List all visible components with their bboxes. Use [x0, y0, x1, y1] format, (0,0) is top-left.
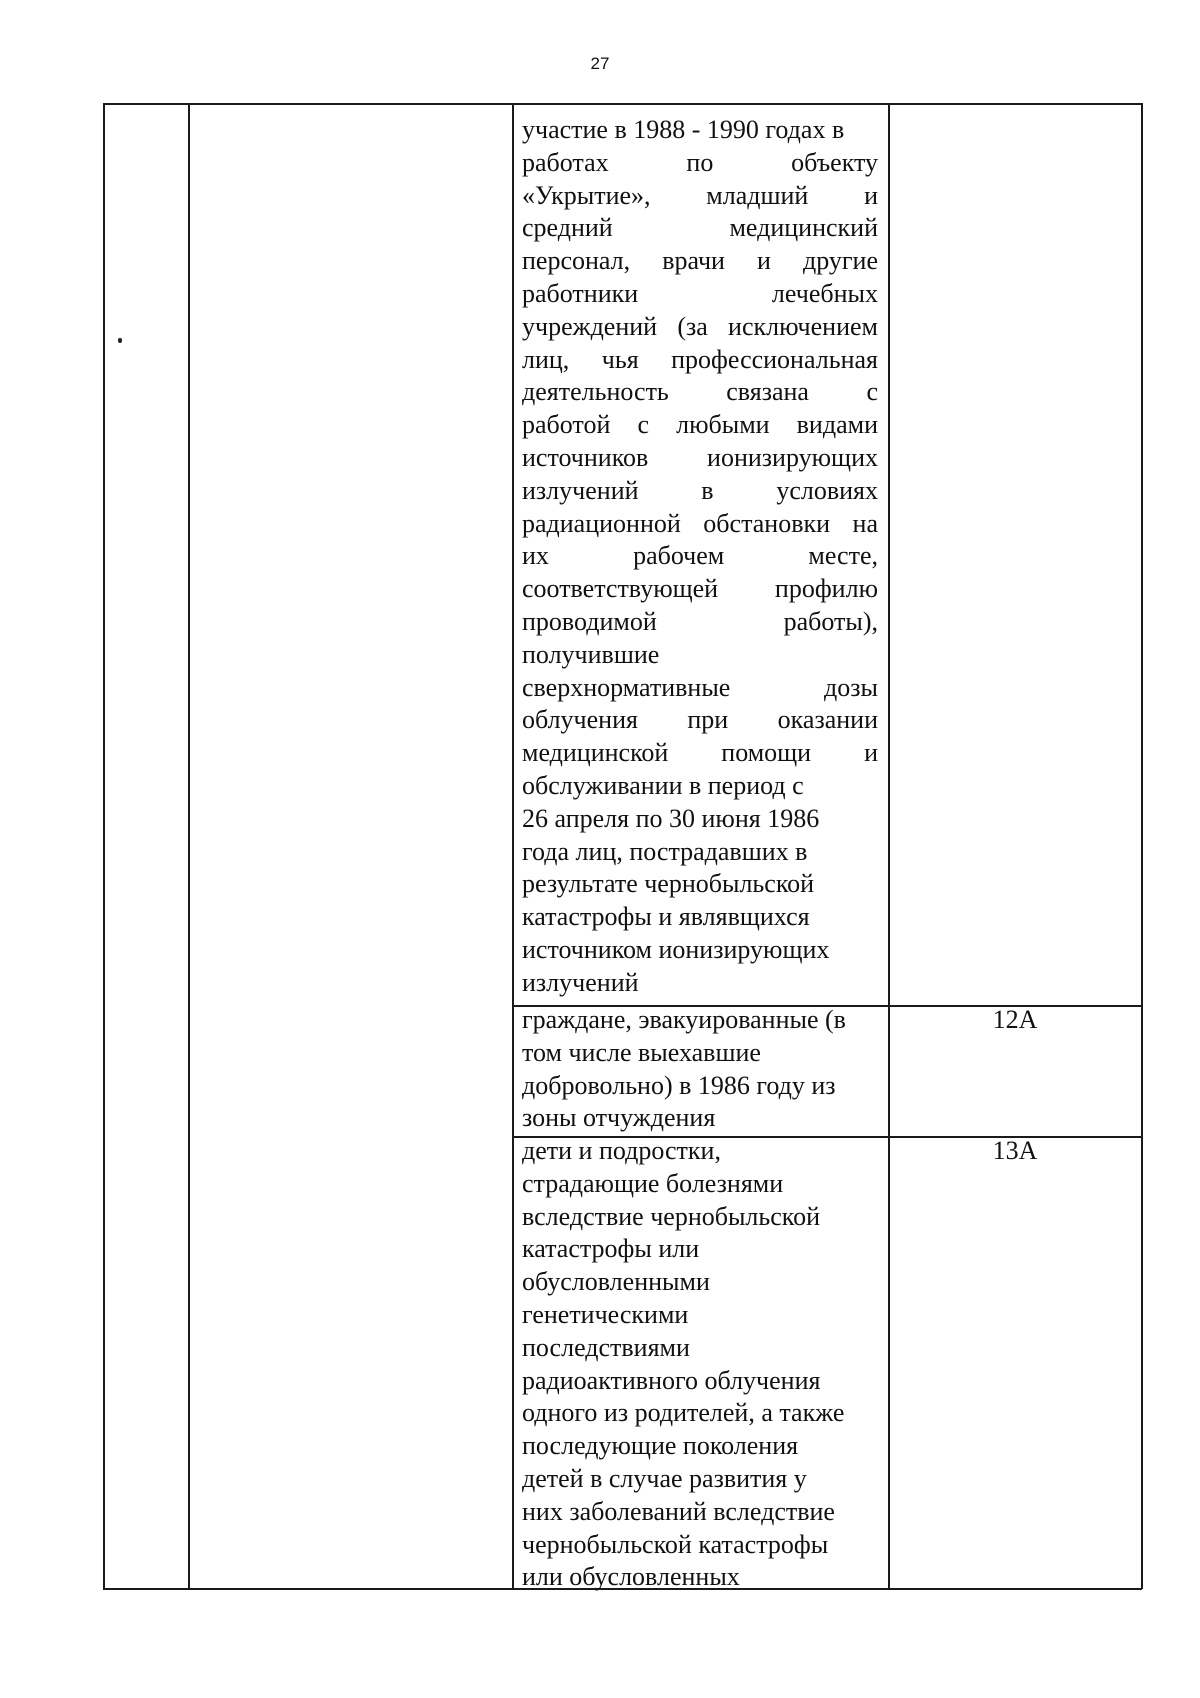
category-line: одного из родителей, а также	[522, 1398, 845, 1428]
category-line: радиационной обстановки на	[522, 508, 878, 538]
category-line: участие в 1988 - 1990 годах в	[522, 115, 845, 144]
column-divider-3	[888, 103, 890, 1589]
category-line: излучений	[522, 967, 639, 997]
category-line: дети и подростки,	[522, 1136, 721, 1165]
table-top-border	[103, 103, 1142, 105]
table-row	[522, 1135, 878, 1594]
category-line: чернобыльской катастрофы	[522, 1529, 829, 1559]
category-line: последующие поколения	[522, 1431, 799, 1461]
category-line: персонал, врачи и другие	[522, 246, 878, 276]
category-line: соответствующей профилю	[522, 574, 878, 604]
column-divider-1	[188, 103, 190, 1589]
category-code: 13А	[992, 1136, 1038, 1165]
category-line: 26 апреля по 30 июня 1986	[522, 803, 820, 833]
category-line: катастрофы или	[522, 1234, 700, 1264]
category-line: результате чернобыльской	[522, 869, 815, 899]
category-line: года лиц, пострадавших в	[522, 836, 808, 866]
table-row	[522, 114, 878, 1000]
category-line: генетическими	[522, 1299, 689, 1329]
category-line: излучений в условиях	[522, 475, 878, 505]
category-line: обусловленными	[522, 1267, 710, 1297]
category-line: работой с любыми видами	[522, 410, 878, 440]
category-line: деятельность связана с	[522, 377, 878, 407]
category-line: их рабочем месте,	[522, 541, 878, 571]
category-line: страдающие болезнями	[522, 1168, 784, 1198]
table-row	[522, 1004, 878, 1135]
category-line: учреждений (за исключением	[522, 311, 878, 341]
category-line: катастрофы и являвщихся	[522, 902, 810, 932]
category-line: или обусловленных	[522, 1562, 740, 1592]
category-line: сверхнормативные дозы	[522, 672, 878, 702]
category-line: радиоактивного облучения	[522, 1365, 821, 1395]
category-line: проводимой работы),	[522, 606, 878, 636]
scan-mark	[118, 338, 122, 343]
category-line: лиц, чья профессиональная	[522, 344, 878, 374]
category-line: последствиями	[522, 1332, 690, 1362]
column-divider-2	[512, 103, 514, 1589]
category-code: 12А	[992, 1005, 1038, 1034]
category-line: граждане, эвакуированные (в	[522, 1005, 846, 1034]
category-line: источников ионизирующих	[522, 442, 878, 472]
category-line: облучения при оказании	[522, 705, 878, 735]
category-line: «Укрытие», младший и	[522, 180, 878, 210]
category-line: работах по объекту	[522, 147, 878, 177]
category-line: источником ионизирующих	[522, 934, 830, 964]
category-line: добровольно) в 1986 году из	[522, 1070, 836, 1100]
category-line: них заболеваний вследствие	[522, 1496, 835, 1526]
category-line: работники лечебных	[522, 278, 878, 308]
category-line: получившие	[522, 639, 660, 669]
category-line: зоны отчуждения	[522, 1103, 716, 1133]
page-number: 27	[590, 54, 610, 73]
table-right-border	[1141, 103, 1143, 1589]
category-line: вследствие чернобыльской	[522, 1201, 821, 1231]
category-line: средний медицинский	[522, 213, 878, 243]
category-line: детей в случае развития у	[522, 1463, 807, 1493]
table-left-border	[103, 103, 105, 1589]
category-line: том числе выехавшие	[522, 1037, 761, 1067]
category-line: обслуживании в период с	[522, 770, 804, 800]
category-line: медицинской помощи и	[522, 738, 878, 768]
